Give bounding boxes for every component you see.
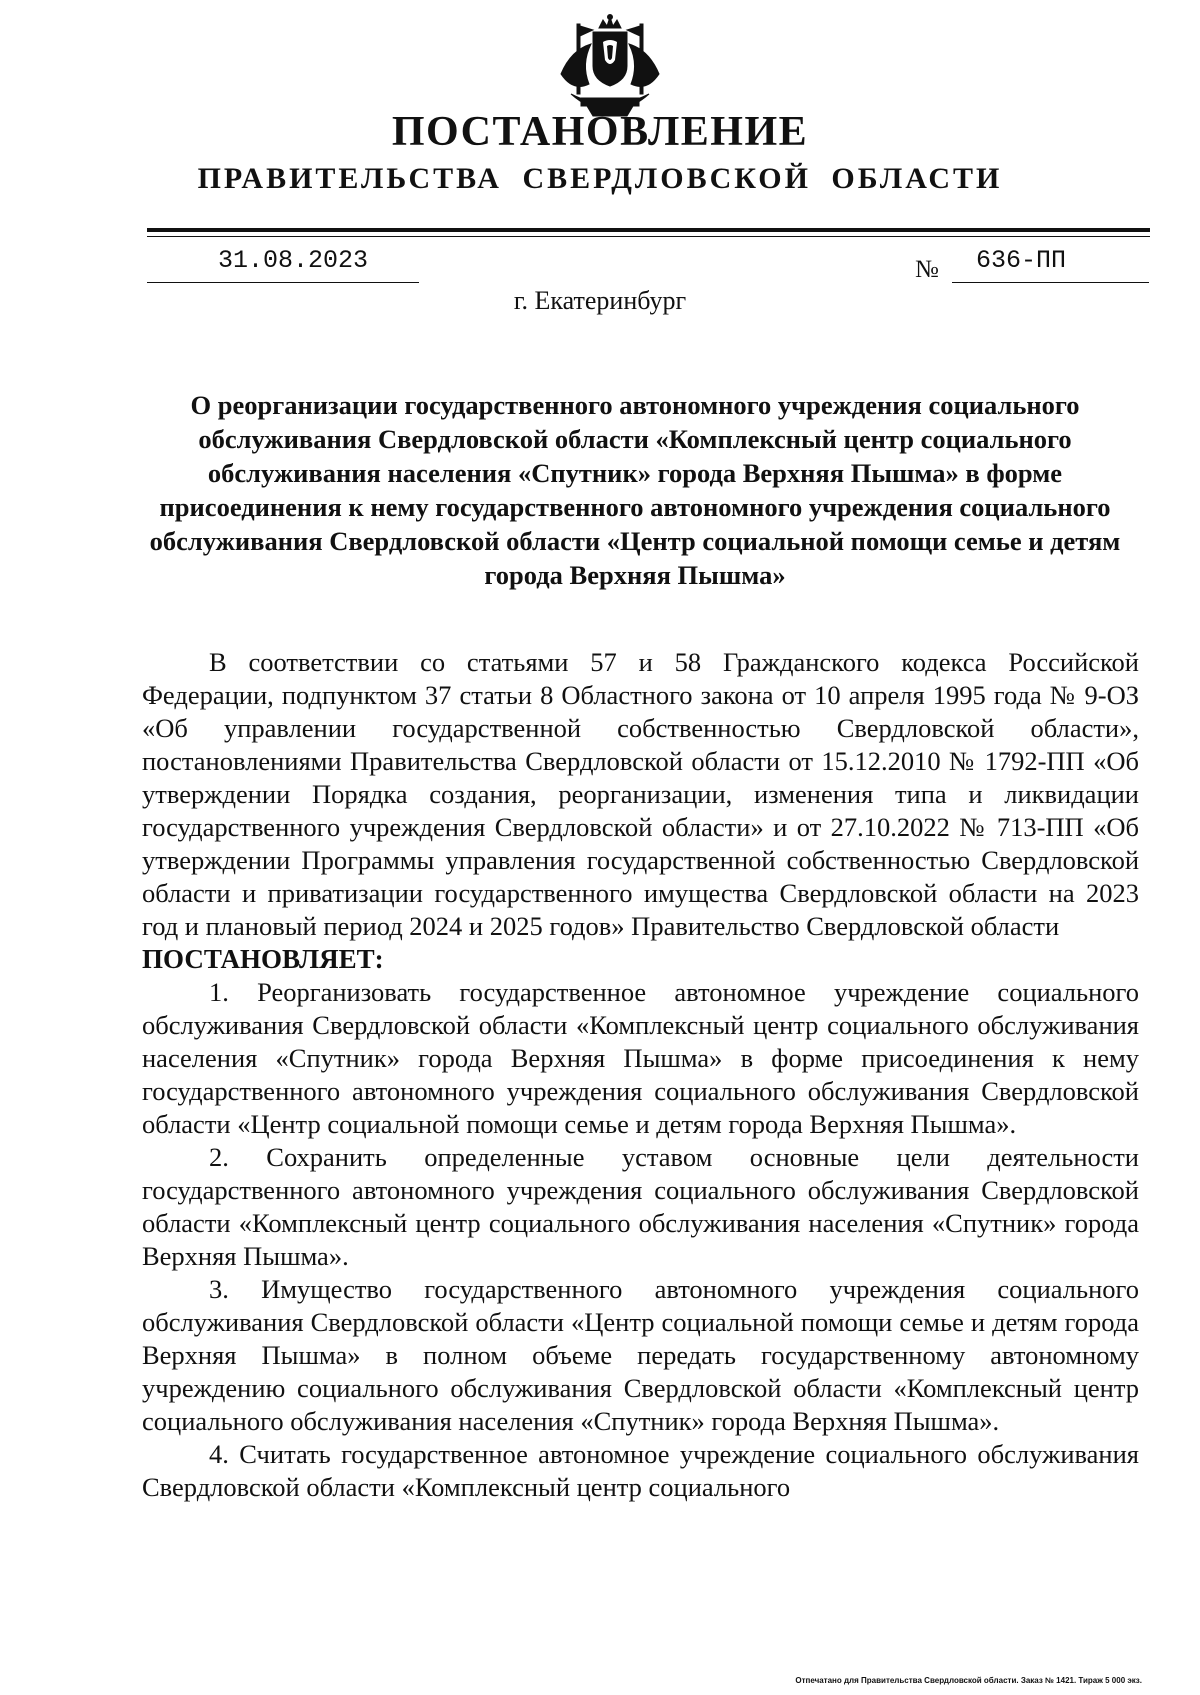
resolution-item-1: 1. Реорганизовать государственное автономное учреждение социального обслуживания Свердловской области «Комплексный центр социального обслуживания населения «Спутник» города Верхняя Пышма» в форме присоединения к нему государственного автономного учреждения социального обслуживания Свердловской области «Центр социальной помощи семье и детям города Верхняя Пышма».	[142, 977, 1139, 1139]
header-divider-thick	[147, 228, 1150, 232]
resolution-item-2: 2. Сохранить определенные уставом основные цели деятельности государственного автономного учреждения социального обслуживания Свердловской области «Комплексный центр социального обслуживания населения «Спутник» города Верхняя Пышма».	[142, 1142, 1139, 1271]
preamble-paragraph: В соответствии со статьями 57 и 58 Гражданского кодекса Российской Федерации, подпунктом 37 статьи 8 Областного закона от 10 апреля 1995 года № 9-ОЗ «Об управлении государственной собственностью Свердловской области», постановлениями Правительства Свердловской области от 15.12.2010 № 1792-ПП «Об утверждении Порядка создания, реорганизации, изменения типа и ликвидации государственного учреждения Свердловской области» и от 27.10.2022 № 713-ПП «Об утверждении Программы управления государственной собственностью Свердловской области и приватизации государственного имущества Свердловской области на 2023 год и плановый период 2024 и 2025 годов» Правительство Свердловской области	[142, 647, 1139, 941]
document-number: 636-ПП	[976, 246, 1067, 275]
number-underline	[952, 282, 1149, 283]
coat-of-arms-emblem	[551, 14, 669, 118]
document-body	[142, 646, 1139, 1504]
issuing-authority-title: ПРАВИТЕЛЬСТВА СВЕРДЛОВСКОЙ ОБЛАСТИ	[197, 162, 1003, 195]
document-type-title: ПОСТАНОВЛЕНИЕ	[391, 109, 809, 155]
document-city: г. Екатеринбург	[513, 286, 687, 315]
date-underline	[147, 282, 419, 283]
number-sign: №	[915, 256, 939, 283]
document-heading: О реорганизации государственного автономного учреждения социального обслуживания Свердловской области «Комплексный центр социального обслуживания населения «Спутник» города Верхняя Пышма» в форме присоединения к нему государственного автономного учреждения социального обслуживания Свердловской области «Центр социальной помощи семье и детям города Верхняя Пышма»	[149, 390, 1121, 590]
header-divider-thin	[147, 236, 1150, 237]
document-date: 31.08.2023	[218, 246, 369, 275]
resolves-label: ПОСТАНОВЛЯЕТ:	[142, 944, 384, 974]
resolution-item-3: 3. Имущество государственного автономного учреждения социального обслуживания Свердловской области «Центр социальной помощи семье и детям города Верхняя Пышма» в полном объеме передать государственному автономному учреждению социального обслуживания Свердловской области «Комплексный центр социального обслуживания населения «Спутник» города Верхняя Пышма».	[142, 1274, 1139, 1436]
resolution-item-4: 4. Считать государственное автономное учреждение социального обслуживания Свердловской области «Комплексный центр социального	[142, 1439, 1139, 1502]
print-note: Отпечатано для Правительства Свердловской области. Заказ № 1421. Тираж 5 000 экз.	[795, 1676, 1142, 1685]
